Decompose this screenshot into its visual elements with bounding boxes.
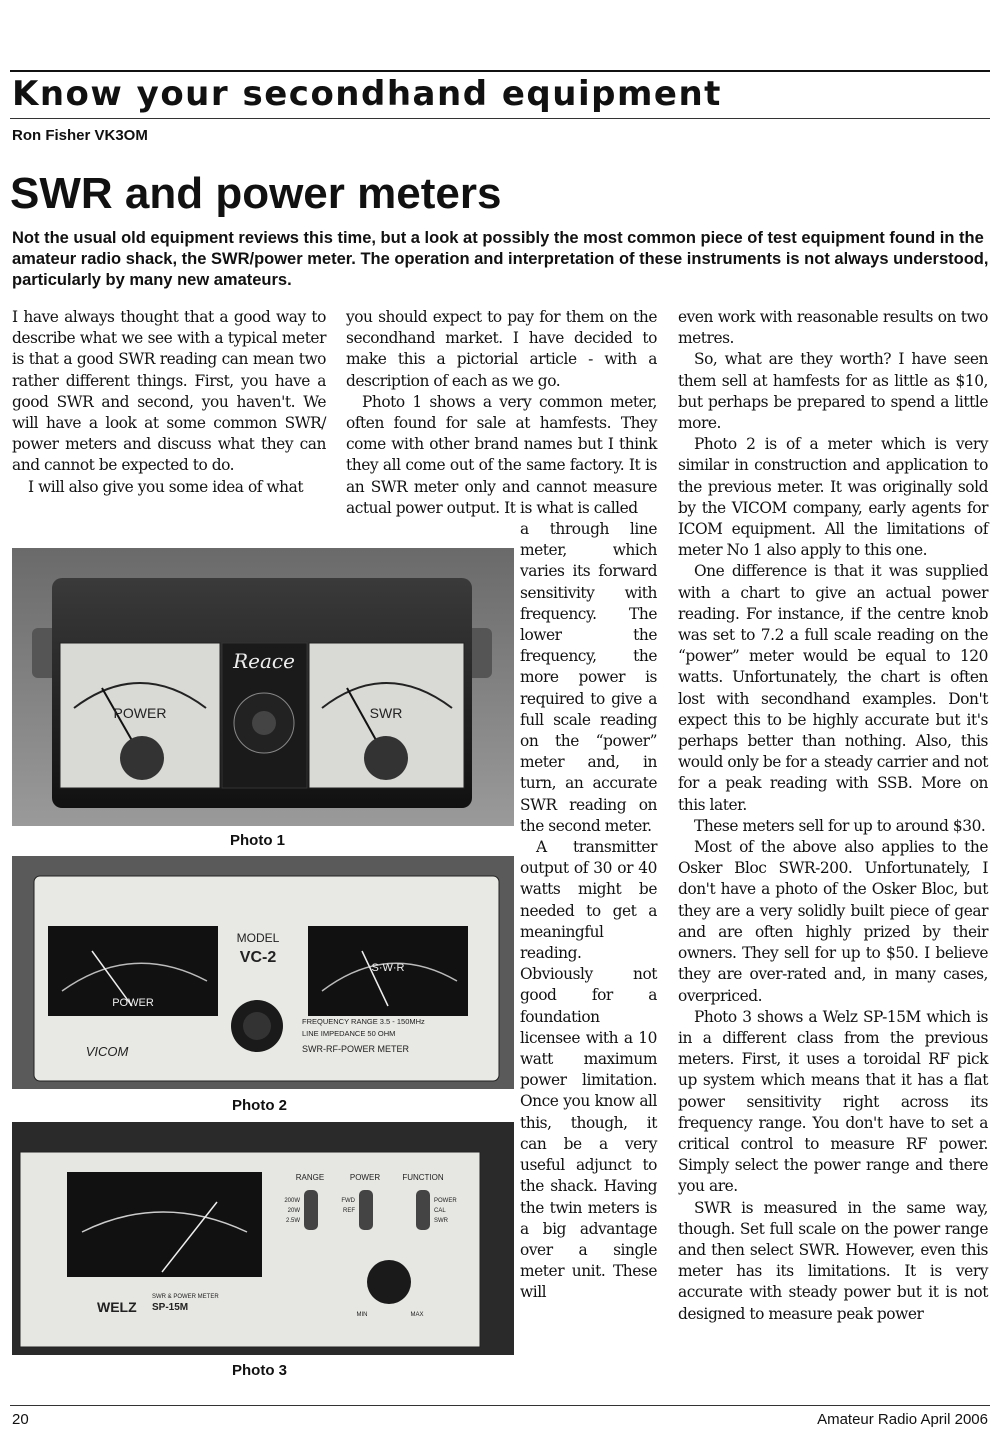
photo-3-ref-label: REF xyxy=(343,1208,355,1214)
photo-3-function-label: FUNCTION xyxy=(402,1173,444,1182)
photo-3-subtitle: SWR & POWER METER xyxy=(152,1294,219,1300)
photo-3-caption: Photo 3 xyxy=(232,1362,287,1379)
photo-3-min-label: MIN xyxy=(356,1312,368,1318)
paragraph: Most of the above also applies to the Osker Bloc SWR-200. Unfortunately, I don't have a photo of the Osker Bloc, but they are a very solidly built piece of gear and are often highly prized by their owners. They sell for up to $50. I believe they are over-rated and, in many cases, overpriced. xyxy=(678,838,988,1005)
photo-3-function-swr: SWR xyxy=(434,1218,448,1224)
photo-3-brand-label: WELZ xyxy=(97,1299,137,1315)
paragraph: Photo 2 is of a meter which is very similar in construction and application to the previous meter. It was originally sold by the VICOM company, early agents for ICOM equipment. All the limitations of meter No 1 also apply to this one. xyxy=(678,435,988,560)
article-headline: SWR and power meters xyxy=(10,169,502,218)
paragraph: A transmitter output of 30 or 40 watts might be needed to get a meaningful reading. Obviously not good for a foundation licensee with a 10 watt maximum power limitation. Once you know all this, though, it can be a very useful adjunct to the shack. Having the twin meters is a big advantage over a single meter unit. These will xyxy=(520,838,657,1302)
photo-1 xyxy=(12,548,514,826)
magazine-issue: Amateur Radio April 2006 xyxy=(817,1411,988,1428)
author-byline: Ron Fisher VK3OM xyxy=(12,127,148,144)
photo-2-product-label: SWR-RF-POWER METER xyxy=(302,1044,409,1054)
paragraph: I will also give you some idea of what xyxy=(28,477,304,496)
column-2-top xyxy=(346,307,657,519)
photo-3-range-label: RANGE xyxy=(295,1173,325,1182)
top-rule xyxy=(10,70,990,72)
paragraph: Photo 3 shows a Welz SP-15M which is in a different class from the previous meters. First, it uses a toroidal RF pick up system which means that it has a flat power sensitivity right across its frequency range. You don't have to set a critical control to measure RF power. Simply select the power range and there you are. xyxy=(678,1007,988,1196)
article-standfirst: Not the usual old equipment reviews this time, but a look at possibly the most common piece of test equipment found in the amateur radio shack, the SWR/power meter. The operation and interpretation of these instruments is not always understood, particularly by many new amateurs. xyxy=(12,229,989,289)
photo-2-caption: Photo 2 xyxy=(232,1097,287,1114)
paragraph: These meters sell for up to around $30. xyxy=(694,816,986,835)
column-1 xyxy=(12,307,326,498)
photo-2-model-number: VC-2 xyxy=(239,949,277,966)
series-title: Know your secondhand equipment xyxy=(12,74,722,114)
photo-2-power-label: POWER xyxy=(112,997,154,1009)
paragraph: So, what are they worth? I have seen them sell at hamfests for as little as $10, but perhaps be prepared to spend a little more. xyxy=(678,350,988,433)
paragraph: I have always thought that a good way to describe what we see with a typical meter is that a good SWR reading can mean two rather different things. First, you have a good SWR and second, you haven't. We will have a look at some common SWR/ power meters and discuss what they can and cannot be expected to do. xyxy=(12,308,326,475)
page-number: 20 xyxy=(12,1411,29,1428)
photo-3 xyxy=(12,1122,514,1355)
column-2-narrow xyxy=(520,519,657,1304)
photo-2 xyxy=(12,856,514,1089)
paragraph: Photo 1 shows a very common meter, often found for sale at hamfests. They come with other brand names but I think they all come out of the same factory. It is an SWR meter only and cannot measure actual power output. It is what is called xyxy=(346,392,657,517)
footer-rule xyxy=(10,1405,990,1406)
photo-1-power-label: POWER xyxy=(113,705,167,721)
photo-3-range-20w: 20W xyxy=(287,1208,300,1214)
photo-2-model-label: MODEL xyxy=(236,931,280,945)
photo-2-spec-frequency: FREQUENCY RANGE 3.5 - 150MHz xyxy=(302,1017,425,1026)
photo-3-range-200w: 200W xyxy=(284,1198,300,1204)
paragraph: a through line meter, which varies its forward sensitivity with frequency. The lower the frequency, the more power is required to give a full scale reading on the “power” meter and, in turn, an accurate SWR reading on the second meter. xyxy=(520,520,657,835)
photo-1-caption: Photo 1 xyxy=(230,832,285,849)
photo-1-swr-label: SWR xyxy=(369,705,403,721)
photo-2-spec-impedance: LINE IMPEDANCE 50 OHM xyxy=(302,1029,396,1038)
photo-3-range-2-5w: 2.5W xyxy=(285,1218,300,1224)
photo-3-power-label: POWER xyxy=(349,1173,381,1182)
paragraph: One difference is that it was supplied with a chart to give an actual power reading. For instance, if the centre knob was set to 7.2 a full scale reading on the “power” meter would be equal to 120 watts. Unfortunately, the chart is often lost with secondhand examples. Don't expect this to be highly accurate but it's perhaps better than nothing. Also, this would only be for a steady carrier and not for a peak reading with SSB. More on this later. xyxy=(678,562,988,814)
photo-3-function-power: POWER xyxy=(434,1198,457,1204)
photo-3-max-label: MAX xyxy=(410,1312,424,1318)
photo-2-swr-label: S·W·R xyxy=(371,962,405,974)
column-3 xyxy=(678,307,988,1325)
paragraph: even work with reasonable results on two metres. xyxy=(678,308,988,348)
photo-2-brand-label: VICOM xyxy=(85,1044,129,1059)
photo-3-function-cal: CAL xyxy=(434,1208,446,1214)
photo-1-brand-label: Reace xyxy=(233,649,295,673)
banner-rule xyxy=(10,118,990,119)
photo-3-fwd-label: FWD xyxy=(341,1198,355,1204)
photo-3-model-label: SP-15M xyxy=(152,1302,189,1313)
paragraph: SWR is measured in the same way, though. Set full scale on the power range and then select SWR. However, even this meter has its limitations. It is very accurate with steady power but it is not designed to measure peak power xyxy=(678,1198,988,1323)
paragraph: you should expect to pay for them on the secondhand market. I have decided to make this a pictorial article - with a description of each as we go. xyxy=(346,308,657,390)
